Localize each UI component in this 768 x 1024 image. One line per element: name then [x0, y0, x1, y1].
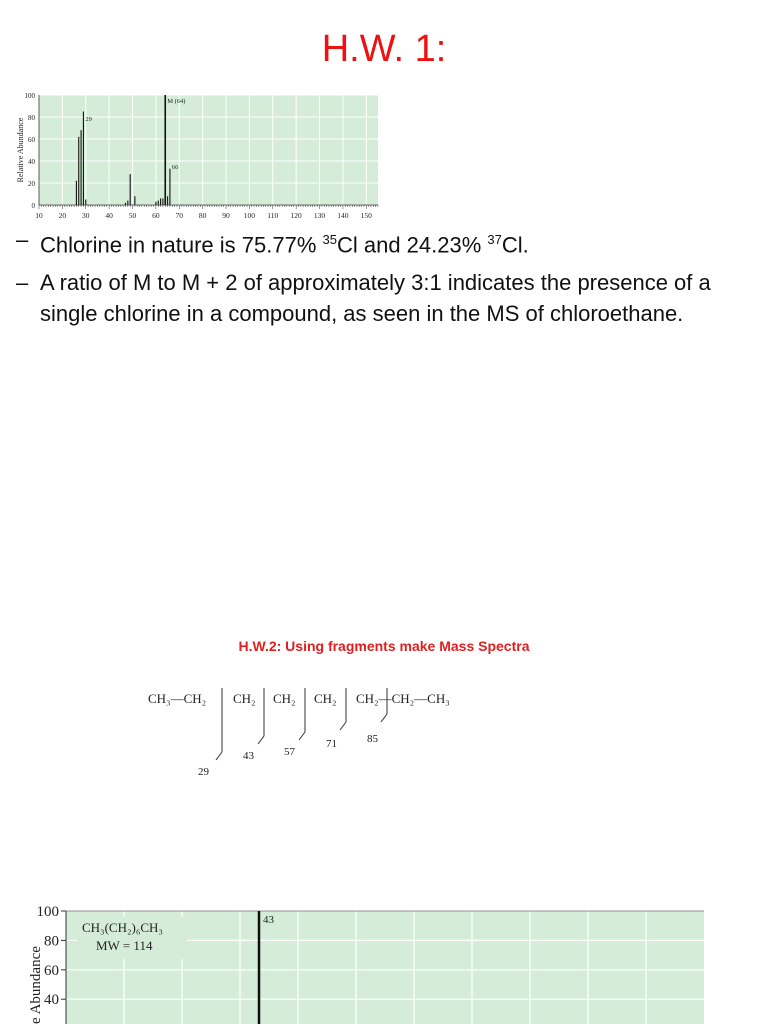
x-tick-label: 20	[58, 211, 67, 220]
peak-annotation: M (64)	[167, 98, 186, 105]
x-tick-label: 150	[360, 211, 372, 220]
y-axis-label: Relative Abundance	[16, 117, 25, 183]
x-tick-label: 80	[198, 211, 207, 220]
x-tick-label: 110	[267, 211, 279, 220]
peak-annotation: 66	[171, 164, 179, 172]
fragment-mass-85: 85	[367, 733, 378, 745]
formula-segment-2: CH₂	[233, 691, 256, 706]
y-tick-label: 80	[44, 933, 59, 950]
bullet-dash: –	[16, 227, 29, 252]
fragment-mass-29: 29	[198, 766, 209, 778]
fragment-mass-57: 57	[284, 746, 295, 758]
x-tick-label: 50	[128, 211, 137, 220]
x-tick-label: 140	[337, 211, 349, 220]
fragment-mass-71: 71	[326, 738, 337, 750]
y-tick-label: 80	[28, 114, 35, 122]
y-axis-label: e Abundance	[28, 946, 44, 1024]
bullet-dash: –	[16, 270, 29, 296]
x-tick-label: 100	[243, 211, 256, 220]
x-tick-label: 60	[152, 211, 160, 220]
formula-segment-3: CH₂	[273, 691, 296, 706]
formula-segment-4: CH₂	[314, 691, 337, 706]
y-tick-label: 40	[44, 992, 59, 1009]
formula-segment-1: CH₃—CH₂	[148, 691, 207, 706]
y-tick-label: 40	[28, 158, 35, 166]
y-tick-label: 20	[28, 180, 35, 188]
formula-segment-5: CH₂—CH₂—CH₃	[356, 691, 450, 706]
bullet-text: Chlorine in nature is 75.77% $^{35}$Cl and 24.23% $^{37}$Cl.	[40, 232, 529, 258]
y-tick-label: 100	[36, 904, 59, 920]
peak-annotation: 43	[263, 914, 274, 926]
inset-formula: CH₃(CH₂)₆CH₃	[82, 920, 163, 935]
y-tick-label: 60	[44, 962, 59, 979]
y-tick-label: 100	[24, 92, 35, 100]
y-tick-label: 60	[28, 136, 35, 144]
x-tick-label: 70	[175, 211, 184, 220]
hw2-heading: H.W.2: Using fragments make Mass Spectra	[238, 638, 530, 654]
x-tick-label: 40	[105, 211, 113, 220]
x-tick-label: 10	[35, 211, 43, 220]
y-tick-label: 0	[31, 202, 35, 210]
fragment-mass-43: 43	[243, 750, 254, 762]
x-tick-label: 130	[313, 211, 326, 220]
peak-annotation: 29	[85, 115, 92, 123]
x-tick-label: 120	[290, 211, 302, 220]
x-tick-label: 90	[222, 211, 230, 220]
x-tick-label: 30	[82, 211, 90, 220]
bullet-text: A ratio of M to M + 2 of approximately 3:1 indicates the presence of a single chlorine in a compound, as seen in the MS of chloroethane.	[40, 270, 711, 327]
inset-mw: MW = 114	[96, 938, 153, 953]
page-title: H.W. 1:	[321, 28, 447, 70]
